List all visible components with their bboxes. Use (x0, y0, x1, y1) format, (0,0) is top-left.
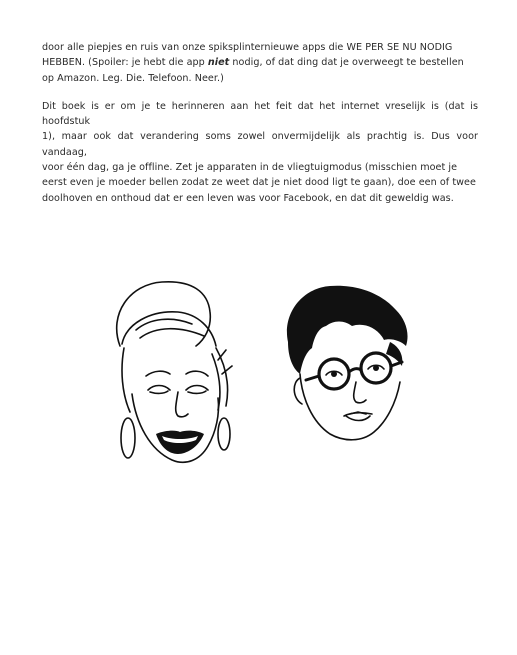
text-line: op Amazon. Leg. Die. Telefoon. Neer.) (42, 72, 224, 84)
portrait-right (278, 282, 418, 452)
portrait-left-drawing (100, 274, 250, 474)
text-line: voor één dag, ga je offline. Zet je apparaten in de vliegtuigmodus (misschien moet je (42, 162, 458, 174)
body-text (42, 40, 478, 219)
text-fragment: nodig, of dat ding dat je overweegt te bestellen (229, 57, 464, 69)
text-line: eerst even je moeder bellen zodat ze weet dat je niet dood ligt te gaan), doe een of twee (42, 177, 476, 189)
text-line (42, 55, 478, 70)
text-line: 1), maar ook dat verandering soms zowel onvermijdelijk als prachtig is. Dus voor vandaag, (42, 131, 478, 158)
portrait-right-drawing (278, 282, 418, 452)
text-fragment: HEBBEN. (Spoiler: je hebt die app (42, 57, 208, 69)
text-line: doolhoven en onthoud dat er een leven was voor Facebook, en dat dit geweldig was. (42, 192, 454, 204)
portrait-left (100, 274, 250, 474)
authors-illustration (100, 274, 420, 474)
paragraph-purpose (42, 99, 478, 206)
text-line: door alle piepjes en ruis van onze spiksplinternieuwe apps die WE PER SE NU NODIG (42, 42, 453, 53)
emphasis-text: niet (207, 57, 230, 69)
text-line: Dit boek is er om je te herinneren aan het feit dat het internet vreselijk is (dat is hoofdstuk (42, 100, 478, 128)
paragraph-intro (42, 40, 478, 86)
